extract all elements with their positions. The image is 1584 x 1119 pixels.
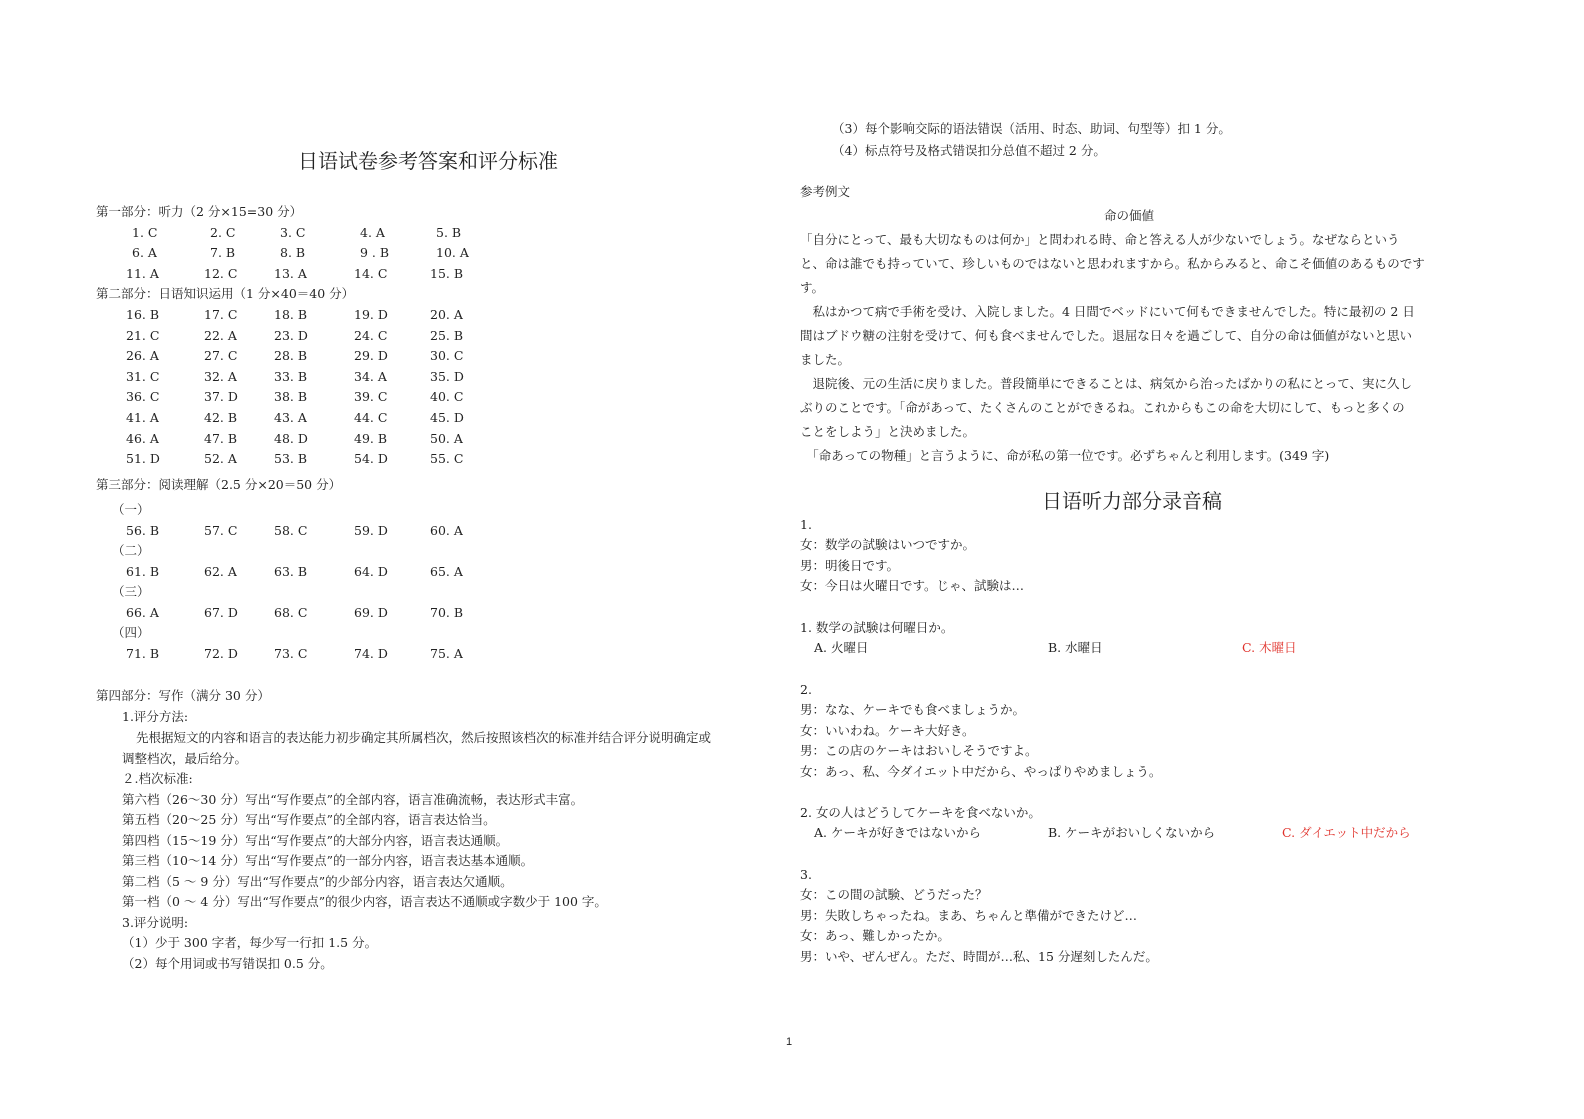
document-title: 日语试卷参考答案和评分标准	[298, 149, 558, 173]
answer-item: 3. C	[280, 225, 306, 240]
answer-item: 47. B	[204, 430, 238, 446]
q2-option-b: B. ケーキがおいしくないから	[1048, 825, 1216, 840]
answer-item: 53. B	[274, 451, 308, 467]
level-5: 第五档（20～25 分）写出“写作要点”的全部内容，语言表达恰当。	[122, 812, 496, 827]
answer-item: 37. D	[204, 389, 238, 405]
answer-item: 2. C	[210, 225, 236, 240]
notes-title: 3.评分说明:	[122, 915, 189, 930]
level-1: 第一档（0 ～ 4 分）写出“写作要点”的很少内容，语言表达不通顺或字数少于 100 字。	[122, 894, 607, 909]
q2-dialog-line: 男：なな、ケーキでも食べましょうか。	[800, 702, 1026, 717]
answer-item: 19. D	[354, 307, 388, 322]
q3-dialog-line: 女：あっ、難しかったか。	[800, 928, 950, 943]
answer-item: 4. A	[360, 225, 385, 240]
answer-item: 20. A	[430, 307, 463, 322]
q2-question: 2. 女の人はどうしてケーキを食べないか。	[800, 805, 1041, 820]
q1-option-a: A. 火曜日	[814, 640, 869, 655]
q3-number: 3.	[800, 867, 812, 882]
part1-heading: 第一部分：听力（2 分×15=30 分）	[96, 204, 303, 219]
answer-item: 49. B	[354, 430, 388, 446]
answer-item: 33. B	[274, 368, 308, 384]
essay-line: 間はブドウ糖の注射を受けて、何も食べませんでした。退屈な日々を過ごして、自分の命は価値がないと思い	[800, 328, 1413, 343]
q2-option-a: A. ケーキが好きではないから	[814, 825, 981, 840]
answer-item: 26. A	[126, 348, 159, 364]
answer-item: 63. B	[274, 564, 308, 579]
level-4: 第四档（15～19 分）写出“写作要点”的大部分内容，语言表达通顺。	[122, 833, 509, 848]
answer-item: 34. A	[354, 368, 387, 384]
answer-item: 50. A	[430, 430, 463, 446]
answer-item: 36. C	[126, 389, 160, 405]
answer-item: 65. A	[430, 564, 463, 579]
page-number: 1	[786, 1036, 793, 1048]
group-label: （四）	[112, 625, 150, 640]
q3-dialog-line: 女：この間の試験、どうだった？	[800, 887, 988, 902]
level-2: 第二档（5 ～ 9 分）写出“写作要点”的少部分内容，语言表达欠通顺。	[122, 874, 513, 889]
answer-item: 44. C	[354, 410, 388, 425]
q1-dialog-line: 男：明後日です。	[800, 558, 900, 573]
q1-question: 1. 数学の試験は何曜日か。	[800, 620, 954, 635]
answer-item: 38. B	[274, 389, 308, 405]
q1-option-c-correct: C. 木曜日	[1242, 640, 1297, 655]
answer-item: 68. C	[274, 605, 308, 620]
answer-item: 64. D	[354, 564, 388, 579]
essay-line: と、命は誰でも持っていて、珍しいものではないと思われますから。私からみると、命こそ価値のあるものです	[800, 256, 1425, 271]
answer-item: 25. B	[430, 327, 464, 343]
essay-line: 「自分にとって、最も大切なものは何か」と問われる時、命と答える人が少ないでしょう。なぜならという	[800, 232, 1400, 247]
answer-item: 23. D	[274, 327, 308, 343]
answer-item: 69. D	[354, 605, 388, 620]
answer-item: 39. C	[354, 389, 388, 405]
part3-heading: 第三部分：阅读理解（2.5 分×20＝50 分）	[96, 477, 342, 492]
answer-item: 6. A	[132, 245, 157, 260]
answer-item: 15. B	[430, 266, 464, 281]
q2-option-c-correct: C. ダイエット中だから	[1282, 825, 1411, 840]
answer-item: 71. B	[126, 646, 160, 661]
note-4: （4）标点符号及格式错误扣分总值不超过 2 分。	[832, 143, 1106, 158]
answer-item: 66. A	[126, 605, 159, 620]
q1-option-b: B. 水曜日	[1048, 640, 1103, 655]
answer-item: 46. A	[126, 430, 159, 446]
method-line-2: 调整档次，最后给分。	[122, 751, 248, 766]
part2-heading: 第二部分：日语知识运用（1 分×40＝40 分）	[96, 286, 355, 301]
answer-item: 59. D	[354, 523, 388, 538]
q2-dialog-line: 女：いいわね。ケーキ大好き。	[800, 723, 975, 738]
levels-title: ２.档次标准:	[122, 771, 193, 786]
answer-item: 30. C	[430, 348, 464, 364]
answer-item: 29. D	[354, 348, 388, 364]
answer-item: 12. C	[204, 266, 238, 281]
method-title: 1.评分方法:	[122, 709, 189, 724]
essay-title: 命の価値	[1104, 208, 1155, 223]
answer-item: 11. A	[126, 266, 159, 281]
essay-line: 私はかつて病で手術を受け、入院しました。4 日間でベッドにいて何もできませんでした。特に最初の 2 日	[800, 304, 1415, 319]
answer-item: 58. C	[274, 523, 308, 538]
answer-item: 75. A	[430, 646, 463, 661]
script-title: 日语听力部分录音稿	[1042, 489, 1222, 513]
answer-item: 40. C	[430, 389, 464, 405]
answer-item: 62. A	[204, 564, 237, 579]
q3-dialog-line: 男：いや、ぜんぜん。ただ、時間が…私、15 分遅刻したんだ。	[800, 949, 1158, 964]
essay-line: ことをしよう」と決めました。	[800, 424, 976, 439]
part4-heading: 第四部分：写作（满分 30 分）	[96, 688, 270, 703]
level-3: 第三档（10～14 分）写出“写作要点”的一部分内容，语言表达基本通顺。	[122, 853, 534, 868]
note-1: （1）少于 300 字者，每少写一行扣 1.5 分。	[122, 935, 378, 950]
q2-dialog-line: 男：この店のケーキはおいしそうですよ。	[800, 743, 1038, 758]
essay-line: ぶりのことです。「命があって、たくさんのことができるね。これからもこの命を大切にして、もっと多くの	[800, 400, 1405, 415]
answer-item: 16. B	[126, 307, 160, 322]
group-label: （三）	[112, 584, 150, 599]
essay-line: 「命あっての物種」と言うように、命が私の第一位です。必ずちゃんと利用します。(349 字)	[800, 448, 1330, 463]
answer-item: 24. C	[354, 327, 388, 343]
answer-item: 35. D	[430, 368, 464, 384]
answer-item: 67. D	[204, 605, 238, 620]
answer-item: 7. B	[210, 245, 236, 260]
answer-item: 57. C	[204, 523, 238, 538]
answer-item: 9 . B	[360, 245, 390, 260]
answer-item: 14. C	[354, 266, 388, 281]
group-label: （一）	[112, 502, 150, 517]
essay-line: ました。	[800, 352, 851, 367]
essay-line: 退院後、元の生活に戻りました。普段簡単にできることは、病気から治ったばかりの私にとって、実に久し	[800, 376, 1413, 391]
method-line-1: 先根据短文的内容和语言的表达能力初步确定其所属档次，然后按照该档次的标准并结合评分说明确定或	[136, 730, 712, 745]
note-3: （3）每个影响交际的语法错误（活用、时态、助词、句型等）扣 1 分。	[832, 121, 1231, 136]
answer-item: 22. A	[204, 327, 237, 343]
group-label: （二）	[112, 543, 150, 558]
answer-item: 54. D	[354, 451, 388, 467]
answer-item: 32. A	[204, 368, 237, 384]
answer-item: 52. A	[204, 451, 237, 467]
answer-item: 60. A	[430, 523, 463, 538]
answer-item: 8. B	[280, 245, 306, 260]
answer-item: 41. A	[126, 410, 159, 425]
answer-item: 17. C	[204, 307, 238, 322]
answer-item: 43. A	[274, 410, 307, 425]
essay-line: す。	[800, 280, 825, 295]
answer-item: 56. B	[126, 523, 160, 538]
q3-dialog-line: 男：失敗しちゃったね。まあ、ちゃんと準備ができたけど…	[800, 908, 1138, 923]
answer-item: 72. D	[204, 646, 238, 661]
q1-dialog-line: 女：数学の試験はいつですか。	[800, 537, 976, 552]
q2-number: 2.	[800, 682, 812, 697]
q1-number: 1.	[800, 517, 812, 532]
answer-item: 1. C	[132, 225, 158, 240]
answer-item: 61. B	[126, 564, 160, 579]
answer-item: 31. C	[126, 368, 160, 384]
answer-item: 73. C	[274, 646, 308, 661]
answer-item: 18. B	[274, 307, 308, 322]
q1-dialog-line: 女：今日は火曜日です。じゃ、試験は…	[800, 578, 1025, 593]
answer-item: 5. B	[436, 225, 462, 240]
answer-item: 48. D	[274, 430, 308, 446]
note-2: （2）每个用词或书写错误扣 0.5 分。	[122, 956, 333, 971]
q2-dialog-line: 女：あっ、私、今ダイエット中だから、やっぱりやめましょう。	[800, 764, 1162, 779]
answer-item: 55. C	[430, 451, 464, 467]
level-6: 第六档（26～30 分）写出“写作要点”的全部内容，语言准确流畅，表达形式丰富。	[122, 792, 584, 807]
answer-item: 74. D	[354, 646, 388, 661]
answer-item: 42. B	[204, 410, 238, 425]
answer-item: 70. B	[430, 605, 464, 620]
answer-item: 45. D	[430, 410, 464, 425]
answer-item: 51. D	[126, 451, 160, 467]
answer-item: 28. B	[274, 348, 308, 364]
answer-item: 13. A	[274, 266, 307, 281]
answer-item: 10. A	[436, 245, 469, 260]
answer-item: 21. C	[126, 327, 160, 343]
sample-label: 参考例文	[800, 184, 851, 199]
answer-item: 27. C	[204, 348, 238, 364]
